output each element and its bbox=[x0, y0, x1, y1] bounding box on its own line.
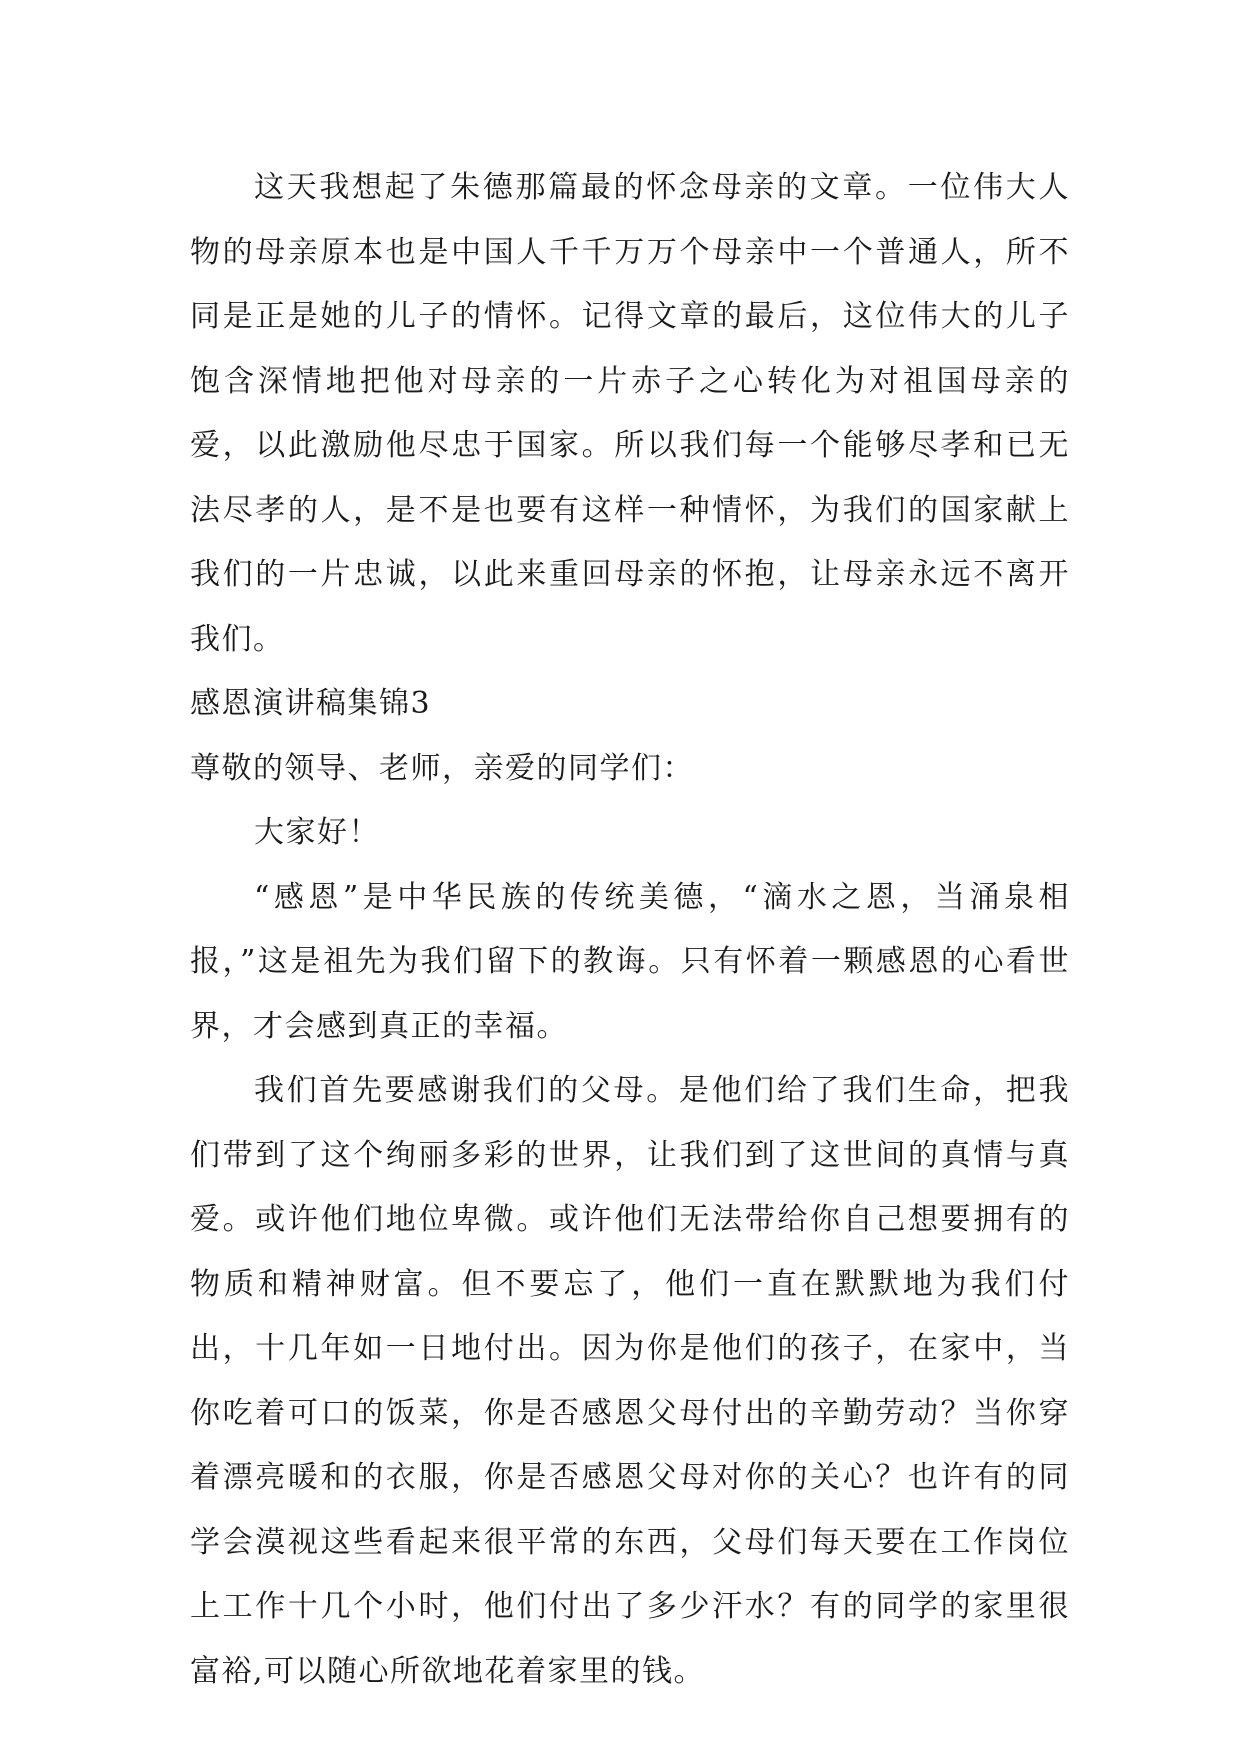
document-body bbox=[190, 156, 1070, 1704]
section-title: 感恩演讲稿集锦3 bbox=[190, 686, 432, 721]
paragraph-mother-essay: 这天我想起了朱德那篇最的怀念母亲的文章。一位伟大人物的母亲原本也是中国人千千万万个母亲中一个普通人，所不同是正是她的儿子的情怀。记得文章的最后，这位伟大的儿子饱含深情地把他对母亲的一片赤子之心转化为对祖国母亲的爱，以此激励他尽忠于国家。所以我们每一个能够尽孝和已无法尽孝的人，是不是也要有这样一种情怀，为我们的国家献上我们的一片忠诚，以此来重回母亲的怀抱，让母亲永远不离开我们。 bbox=[190, 170, 1070, 657]
paragraph-parents: 我们首先要感谢我们的父母。是他们给了我们生命，把我们带到了这个绚丽多彩的世界，让我们到了这世间的真情与真爱。或许他们地位卑微。或许他们无法带给你自己想要拥有的物质和精神财富。但不要忘了，他们一直在默默地为我们付出，十几年如一日地付出。因为你是他们的孩子，在家中，当你吃着可口的饭菜，你是否感恩父母付出的辛勤劳动？当你穿着漂亮暖和的衣服，你是否感恩父母对你的关心？也许有的同学会漠视这些看起来很平常的东西，父母们每天要在工作岗位上工作十几个小时，他们付出了多少汗水？有的同学的家里很富裕,可以随心所欲地花着家里的钱。 bbox=[190, 1073, 1070, 1689]
paragraph-gratitude: “感恩”是中华民族的传统美德，“滴水之恩，当涌泉相报，”这是祖先为我们留下的教诲。只有怀着一颗感恩的心看世界，才会感到真正的幸福。 bbox=[190, 879, 1070, 1044]
salutation: 尊敬的领导、老师，亲爱的同学们： bbox=[190, 750, 694, 786]
greeting: 大家好！ bbox=[254, 815, 380, 850]
